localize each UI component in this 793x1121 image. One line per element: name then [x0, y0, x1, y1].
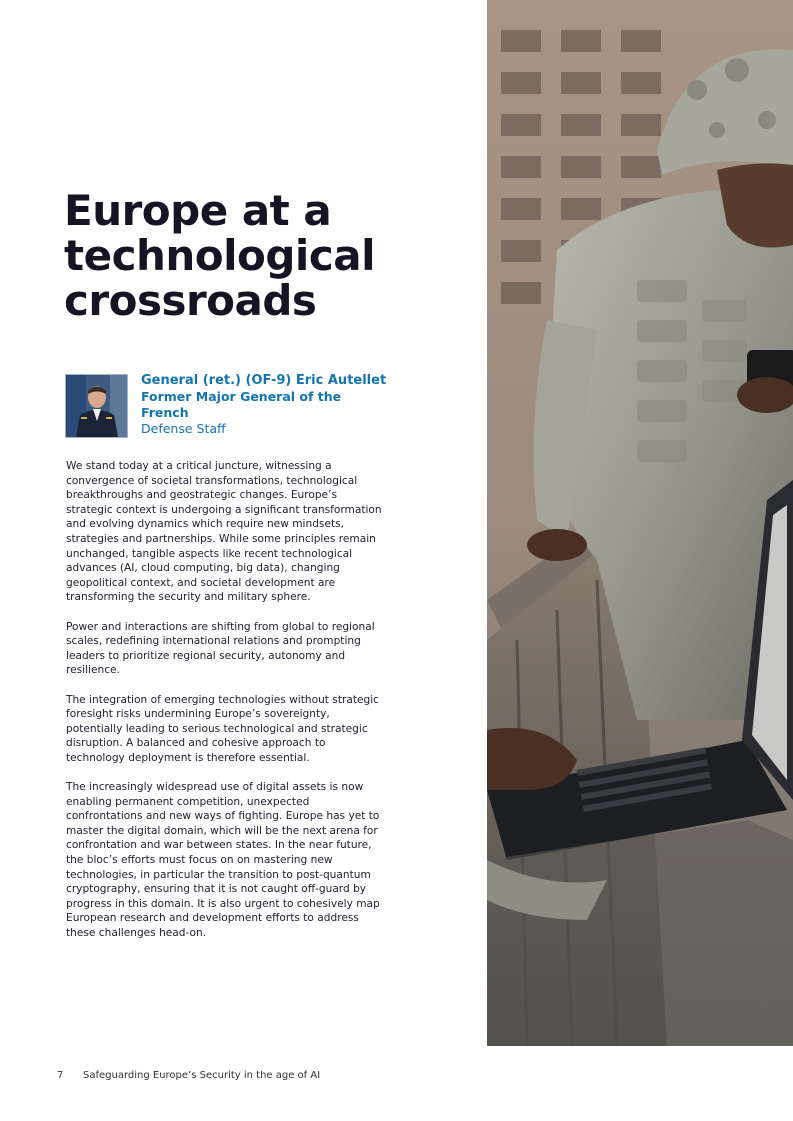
- paragraph: Power and interactions are shifting from global to regional scales, redefining international relations and prompting leaders to prioritize regional security, autonomy and resilience.: [66, 620, 375, 677]
- author-role: Former Major General of the French: [141, 389, 342, 420]
- author-portrait: [65, 374, 128, 438]
- author-portrait-image: [66, 375, 127, 437]
- publication-title: Safeguarding Europe’s Security in the age of AI: [83, 1070, 321, 1081]
- page-title: Europe at a technological crossroads: [64, 186, 375, 325]
- paragraph: The increasingly widespread use of digital assets is now enabling permanent competition, unexpected confrontations and new ways of fighting. Europe has yet to master the digital domain, which will be the next arena for confrontation and war between states. In the near future, the bloc’s efforts must focus on on mastering new technologies, in particular the transition to post-quantum cryptography, ensuring that it is not caught off-guard by progress in this domain. It is also urgent to cohesively map European research and development efforts to address these challenges head-on.: [66, 781, 380, 939]
- author-name: General (ret.) (OF-9) Eric Autellet: [141, 373, 387, 388]
- page-number: 7: [57, 1070, 64, 1081]
- soldiers-laptop-image: [487, 0, 793, 1046]
- page-footer: [57, 1070, 320, 1081]
- soldiers-laptop-photo: [487, 0, 793, 1046]
- paragraph: The integration of emerging technologies without strategic foresight risks undermining Europe’s sovereignty, potentially leading to serious technological and strategic disruption. A balanced and cohesive approach to technology deployment is therefore essential.: [66, 693, 379, 764]
- article-body: [66, 459, 386, 955]
- author-info: [141, 372, 391, 437]
- paragraph: We stand today at a critical juncture, witnessing a convergence of societal transformations, technological breakthroughs and geostrategic changes. Europe’s strategic context is undergoing a significant transformation and evolving dynamics which require new mindsets, strategies and partnerships. While some principles remain unchanged, tangible aspects like recent technological advances (AI, cloud computing, big data), changing geopolitical context, and societal development are transforming the security and military sphere.: [66, 460, 382, 604]
- author-role-continued: Defense Staff: [141, 421, 226, 436]
